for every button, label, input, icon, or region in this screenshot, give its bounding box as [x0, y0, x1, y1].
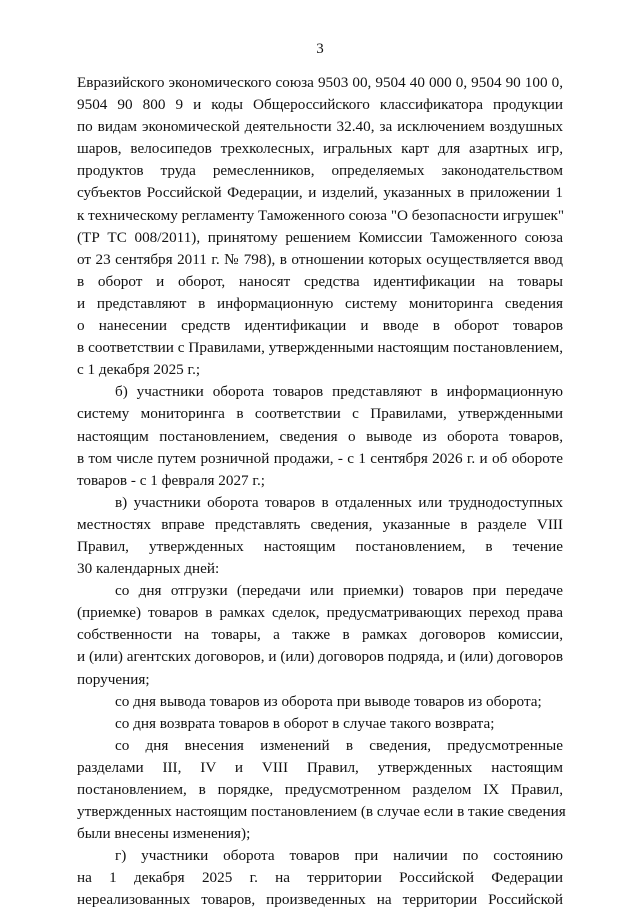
text-line: на 1 декабря 2025 г. на территории Российской Федерации — [77, 869, 563, 887]
text-line: к техническому регламенту Таможенного союза "О безопасности игрушек" — [77, 206, 565, 224]
text-line: были внесены изменения); — [77, 825, 251, 843]
text-line: в оборот и оборот, наносят средства идентификации на товары — [77, 272, 563, 290]
text-line: местностях вправе представлять сведения, указанные в разделе VIII — [77, 515, 563, 533]
text-line: с 1 декабря 2025 г.; — [77, 361, 201, 379]
text-line: со дня внесения изменений в сведения, предусмотренные — [115, 736, 563, 754]
text-line: шаров, велосипедов трехколесных, игральных карт для азартных игр, — [77, 140, 563, 158]
text-line: субъектов Российской Федерации, и изделий, указанных в приложении 1 — [77, 184, 563, 202]
text-line: систему мониторинга в соответствии с Правилами, утвержденными — [77, 405, 563, 423]
text-line: (приемке) товаров в рамках сделок, предусматривающих переход права — [77, 604, 563, 622]
text-line: Евразийского экономического союза 9503 00, 9504 40 000 0, 9504 90 100 0, — [77, 74, 563, 91]
text-line: о нанесении средств идентификации и вводе в оборот товаров — [77, 317, 563, 335]
text-line: по видам экономической деятельности 32.40, за исключением воздушных — [77, 118, 563, 136]
text-line: 9504 90 800 9 и коды Общероссийского классификатора продукции — [77, 96, 563, 114]
text-line: в том числе путем розничной продажи, - с 1 сентября 2026 г. и об обороте — [77, 449, 563, 467]
text-line: товаров - с 1 февраля 2027 г.; — [77, 471, 265, 489]
text-line: в соответствии с Правилами, утвержденными настоящим постановлением, — [77, 339, 563, 357]
document-body — [77, 72, 566, 912]
text-line: и представляют в информационную систему мониторинга сведения — [77, 294, 563, 312]
text-line: нереализованных товаров, произведенных на территории Российской — [77, 891, 563, 909]
text-line: продуктов труда ремесленников, определяемых законодательством — [77, 162, 563, 180]
text-line: Правил, утвержденных настоящим постановлением, в течение — [77, 537, 563, 555]
text-line: 30 календарных дней: — [77, 560, 220, 578]
text-line: поручения; — [77, 670, 150, 688]
text-line: со дня вывода товаров из оборота при выводе товаров из оборота; — [115, 692, 542, 710]
text-line: собственности на товары, а также в рамках договоров комиссии, — [77, 626, 563, 644]
text-line: разделами III, IV и VIII Правил, утвержденных настоящим — [77, 758, 563, 776]
page-number: 3 — [316, 41, 324, 57]
text-line: г) участники оборота товаров при наличии по состоянию — [115, 847, 563, 865]
text-line: в) участники оборота товаров в отдаленных или труднодоступных — [115, 493, 563, 511]
text-line: от 23 сентября 2011 г. № 798), в отношении которых осуществляется ввод — [77, 250, 563, 268]
text-line: со дня возврата товаров в оборот в случае такого возврата; — [115, 714, 495, 732]
text-line: и (или) агентских договоров, и (или) договоров подряда, и (или) договоров — [77, 648, 563, 666]
text-line: б) участники оборота товаров представляют в информационную — [115, 383, 563, 401]
text-line: настоящим постановлением, сведения о выводе из оборота товаров, — [77, 427, 563, 445]
text-line: постановлением, в порядке, предусмотренном разделом IX Правил, — [77, 781, 563, 798]
text-line: (ТР ТС 008/2011), принятому решением Комиссии Таможенного союза — [77, 228, 563, 246]
text-line: утвержденных настоящим постановлением (в случае если в такие сведения — [77, 803, 566, 821]
text-line: со дня отгрузки (передачи или приемки) товаров при передаче — [115, 582, 563, 600]
